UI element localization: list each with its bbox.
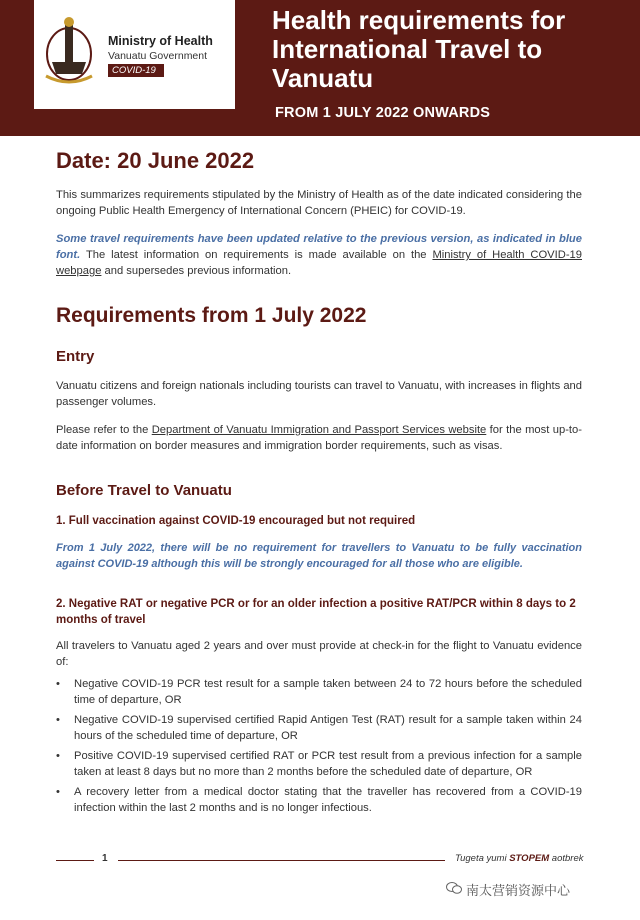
tagline-post: aotbrek <box>549 853 584 864</box>
org-subtitle: Vanuatu Government <box>108 50 208 62</box>
list-item <box>56 784 582 816</box>
page-title: Health requirements for International Travel to Vanuatu <box>272 5 566 93</box>
bullet-icon: • <box>56 678 60 690</box>
list-item <box>56 712 582 744</box>
entry-p2-text-end: for the most up-to-date information on border measures and immigration border requirements, such as visas. <box>56 424 582 452</box>
footer-divider-left <box>56 860 94 861</box>
bullet-icon: • <box>56 786 60 798</box>
evidence-item-text: Positive COVID-19 supervised certified RAT or PCR test result from a previous infection for a sample taken at least 8 days but no more than 2 months before the scheduled date of departure, OR <box>74 750 582 778</box>
requirement-2-heading: 2. Negative RAT or negative PCR or for an older infection a positive RAT/PCR within 8 days to 2 months of travel <box>56 598 576 626</box>
evidence-item-text: A recovery letter from a medical doctor stating that the traveller has recovered from a COVID-19 infection within the last 2 months and is no longer infectious. <box>74 786 582 814</box>
evidence-list <box>56 676 582 820</box>
entry-paragraph-1: Vanuatu citizens and foreign nationals including tourists can travel to Vanuatu, with increases in flights and passenger volumes. <box>56 380 582 408</box>
immigration-link[interactable]: Department of Vanuatu Immigration and Passport Services website <box>151 424 487 436</box>
entry-heading: Entry <box>56 348 95 365</box>
requirements-heading: Requirements from 1 July 2022 <box>56 304 367 327</box>
list-item <box>56 676 582 708</box>
tagline-pre: Tugeta yumi <box>455 853 510 864</box>
vanuatu-emblem-icon <box>40 14 98 86</box>
moh-covid-link[interactable]: Ministry of Health COVID-19 webpage <box>56 249 582 277</box>
before-travel-heading: Before Travel to Vanuatu <box>56 482 232 499</box>
watermark-text: 南太营销资源中心 <box>466 883 571 898</box>
requirement-1-note: From 1 July 2022, there will be no requirement for travellers to Vanuatu to be fully vaccination against COVID-19 although this will be strongly encouraged for all those who are eligible. <box>56 542 582 570</box>
wechat-icon <box>446 881 462 895</box>
page-number: 1 <box>102 853 108 864</box>
update-note-text: The latest information on requirements is made available on the <box>80 249 433 261</box>
ministry-logo <box>34 0 235 109</box>
footer-tagline <box>455 853 584 864</box>
update-note <box>56 231 582 279</box>
document-date: Date: 20 June 2022 <box>56 148 255 173</box>
page-subtitle: FROM 1 JULY 2022 ONWARDS <box>275 105 491 121</box>
evidence-item-text: Negative COVID-19 PCR test result for a sample taken between 24 to 72 hours before the scheduled time of departure, OR <box>74 678 582 706</box>
covid-tag: COVID-19 <box>108 64 164 77</box>
org-name: Ministry of Health <box>108 34 213 48</box>
evidence-item-text: Negative COVID-19 supervised certified Rapid Antigen Test (RAT) result for a sample taken within 24 hours of the scheduled time of departure, OR <box>74 714 582 742</box>
update-note-highlight: Some travel requirements have been updated relative to the previous version, as indicated in blue font. <box>56 233 582 261</box>
requirement-1-heading: 1. Full vaccination against COVID-19 encouraged but not required <box>56 515 416 527</box>
intro-paragraph: This summarizes requirements stipulated by the Ministry of Health as of the date indicated considering the ongoing Public Health Emergency of International Concern (PHEIC) for COVID-19. <box>56 189 582 217</box>
bullet-icon: • <box>56 714 60 726</box>
header-banner <box>0 0 640 136</box>
footer-divider-right <box>118 860 445 861</box>
entry-paragraph-2 <box>56 422 582 454</box>
requirement-2-intro: All travelers to Vanuatu aged 2 years and over must provide at check-in for the flight to Vanuatu evidence of: <box>56 640 582 668</box>
tagline-bold: STOPEM <box>509 853 550 864</box>
update-note-text-end: and supersedes previous information. <box>101 265 292 277</box>
list-item <box>56 748 582 780</box>
entry-p2-text: Please refer to the <box>56 424 152 436</box>
bullet-icon: • <box>56 750 60 762</box>
